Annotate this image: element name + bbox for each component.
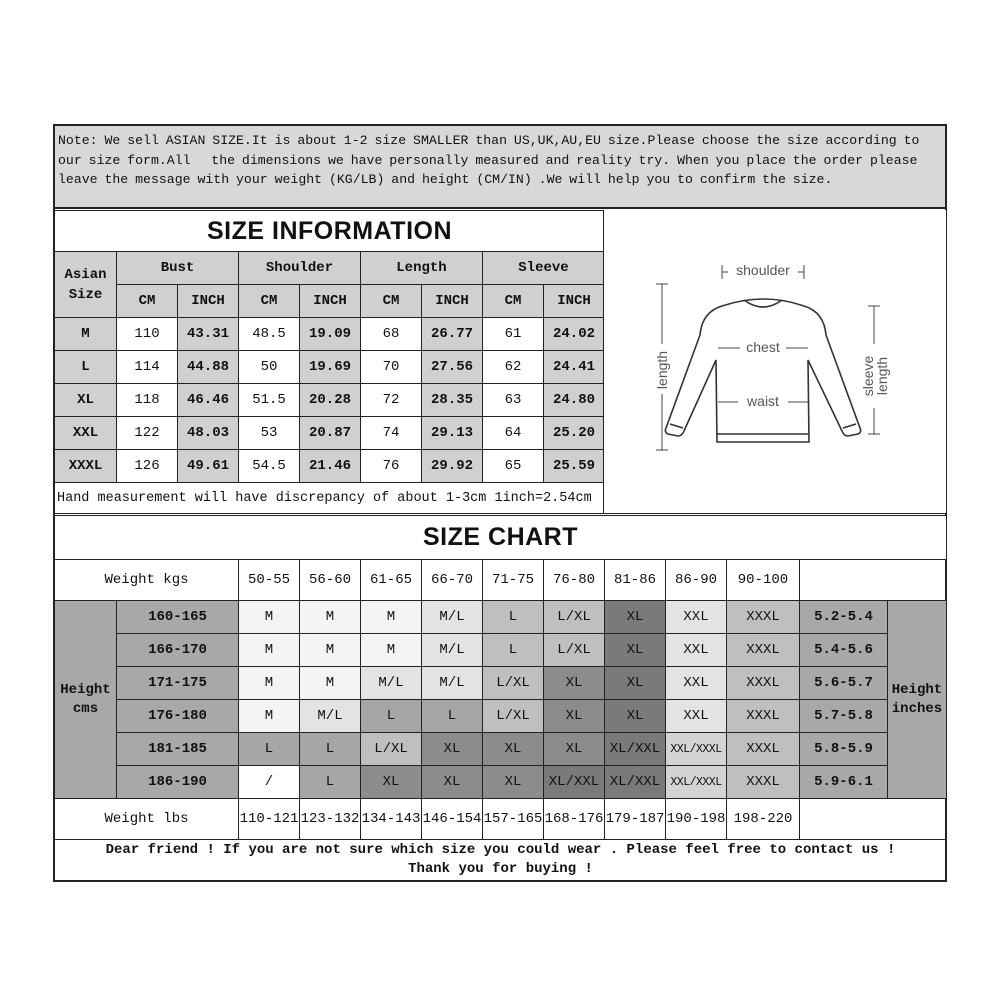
size-cell: M/L [422, 667, 483, 700]
size-cell: L [483, 601, 544, 634]
size-label: XL [55, 384, 117, 417]
size-cell: M [361, 601, 422, 634]
size-information-table [54, 210, 605, 514]
unit-inch: INCH [178, 285, 239, 318]
size-cell: XL [361, 766, 422, 799]
sleeve-cm: 63 [483, 384, 544, 417]
diagram-length-label: length [654, 350, 670, 390]
sleeve-header: Sleeve [483, 252, 605, 285]
size-cell: L [483, 634, 544, 667]
size-cell: XXL [666, 700, 727, 733]
size-cell: XL [483, 766, 544, 799]
length-inch: 29.92 [422, 450, 483, 483]
size-cell: XXL/XXXL [666, 733, 727, 766]
height-inch: 5.7-5.8 [800, 700, 888, 733]
shoulder-cm: 48.5 [239, 318, 300, 351]
diagram-waist-label: waist [747, 393, 779, 409]
unit-cm: CM [483, 285, 544, 318]
bust-cm: 110 [117, 318, 178, 351]
size-cell: M [361, 634, 422, 667]
size-cell: L [300, 766, 361, 799]
weight-lbs: 146-154 [422, 799, 483, 840]
weight-kgs: 61-65 [361, 560, 422, 601]
bust-cm: 118 [117, 384, 178, 417]
bust-cm: 126 [117, 450, 178, 483]
size-cell: M/L [361, 667, 422, 700]
size-cell: XL/XXL [605, 733, 666, 766]
sleeve-inch: 25.20 [544, 417, 605, 450]
weight-kgs-label: Weight kgs [55, 560, 239, 601]
size-row [55, 450, 605, 483]
size-cell: XL [605, 601, 666, 634]
size-cell: XL [544, 700, 605, 733]
size-cell: M [239, 700, 300, 733]
height-row [55, 667, 947, 700]
size-cell: XL [605, 634, 666, 667]
size-row [55, 351, 605, 384]
sweater-diagram-icon [604, 210, 947, 514]
weight-kgs: 76-80 [544, 560, 605, 601]
height-cm: 186-190 [117, 766, 239, 799]
unit-inch: INCH [422, 285, 483, 318]
bust-header: Bust [117, 252, 239, 285]
size-cell: XL [483, 733, 544, 766]
weight-lbs: 190-198 [666, 799, 727, 840]
sleeve-inch: 24.41 [544, 351, 605, 384]
weight-lbs: 168-176 [544, 799, 605, 840]
size-cell: M [239, 601, 300, 634]
size-cell: XXL [666, 634, 727, 667]
weight-lbs: 179-187 [605, 799, 666, 840]
sleeve-inch: 24.80 [544, 384, 605, 417]
diagram-chest-label: chest [746, 339, 780, 355]
sleeve-cm: 64 [483, 417, 544, 450]
size-note: Note: We sell ASIAN SIZE.It is about 1-2 size SMALLER than US,UK,AU,EU size.Please choose the size according to our size form.All the dimensions we have personally measured and reality try. When you place the order please leave the message with your weight (KG/LB) and height (CM/IN) .We will help you to confirm the size. [55, 126, 945, 209]
size-cell: XXXL [727, 733, 800, 766]
height-inch: 5.2-5.4 [800, 601, 888, 634]
weight-lbs: 123-132 [300, 799, 361, 840]
weight-kgs: 66-70 [422, 560, 483, 601]
weight-lbs: 157-165 [483, 799, 544, 840]
height-inch: 5.6-5.7 [800, 667, 888, 700]
shoulder-cm: 53 [239, 417, 300, 450]
weight-lbs-label: Weight lbs [55, 799, 239, 840]
weight-lbs: 110-121 [239, 799, 300, 840]
size-cell: L/XL [361, 733, 422, 766]
size-cell: XL [422, 766, 483, 799]
size-label: XXL [55, 417, 117, 450]
size-cell: L/XL [483, 700, 544, 733]
unit-inch: INCH [544, 285, 605, 318]
length-cm: 70 [361, 351, 422, 384]
bust-inch: 49.61 [178, 450, 239, 483]
footer-line-1: Dear friend ! If you are not sure which size you could wear . Please feel free to contact us ! [105, 842, 896, 858]
garment-diagram [603, 210, 946, 514]
size-cell: L [361, 700, 422, 733]
sleeve-inch: 24.02 [544, 318, 605, 351]
size-cell: XL [544, 733, 605, 766]
footer-message [55, 840, 947, 881]
weight-kgs: 71-75 [483, 560, 544, 601]
weight-kgs: 86-90 [666, 560, 727, 601]
length-inch: 29.13 [422, 417, 483, 450]
length-cm: 74 [361, 417, 422, 450]
length-cm: 72 [361, 384, 422, 417]
size-cell: XL [605, 700, 666, 733]
footer-line-2: Thank you for buying ! [408, 861, 593, 877]
weight-kgs: 50-55 [239, 560, 300, 601]
size-cell: XL/XXL [605, 766, 666, 799]
bust-cm: 114 [117, 351, 178, 384]
height-row [55, 634, 947, 667]
bust-inch: 44.88 [178, 351, 239, 384]
weight-kgs: 90-100 [727, 560, 800, 601]
bust-inch: 46.46 [178, 384, 239, 417]
size-cell: L/XL [544, 634, 605, 667]
bust-inch: 43.31 [178, 318, 239, 351]
bust-cm: 122 [117, 417, 178, 450]
size-cell: L/XL [483, 667, 544, 700]
diagram-sleeve-length-label: length [874, 356, 890, 396]
height-row [55, 766, 947, 799]
size-cell: L [422, 700, 483, 733]
weight-lbs: 198-220 [727, 799, 800, 840]
size-cell: L [300, 733, 361, 766]
size-label: M [55, 318, 117, 351]
size-cell: M [300, 667, 361, 700]
size-row [55, 318, 605, 351]
weight-kgs: 56-60 [300, 560, 361, 601]
empty-cell [800, 560, 947, 601]
height-inches-label: Height inches [888, 601, 947, 799]
shoulder-inch: 20.28 [300, 384, 361, 417]
height-cm: 176-180 [117, 700, 239, 733]
size-label: L [55, 351, 117, 384]
sleeve-cm: 65 [483, 450, 544, 483]
empty-cell [800, 799, 947, 840]
size-cell: / [239, 766, 300, 799]
weight-kgs: 81-86 [605, 560, 666, 601]
length-header: Length [361, 252, 483, 285]
shoulder-cm: 54.5 [239, 450, 300, 483]
size-cell: XL [605, 667, 666, 700]
unit-inch: INCH [300, 285, 361, 318]
size-cell: XL [422, 733, 483, 766]
size-cell: L [239, 733, 300, 766]
diagram-sleeve-label: sleeve [860, 355, 876, 397]
size-cell: M/L [422, 601, 483, 634]
shoulder-cm: 51.5 [239, 384, 300, 417]
measurement-disclaimer: Hand measurement will have discrepancy of about 1-3cm 1inch=2.54cm [55, 483, 605, 514]
size-information-title: SIZE INFORMATION [55, 211, 605, 252]
size-cell: XXXL [727, 667, 800, 700]
size-cell: M [239, 667, 300, 700]
shoulder-header: Shoulder [239, 252, 361, 285]
size-cell: M [239, 634, 300, 667]
size-row [55, 384, 605, 417]
height-row [55, 601, 947, 634]
shoulder-cm: 50 [239, 351, 300, 384]
size-cell: M [300, 634, 361, 667]
size-chart-title: SIZE CHART [55, 516, 947, 560]
size-cell: M/L [300, 700, 361, 733]
diagram-shoulder-label: shoulder [736, 262, 790, 278]
height-cm: 166-170 [117, 634, 239, 667]
height-inch: 5.8-5.9 [800, 733, 888, 766]
height-row [55, 733, 947, 766]
size-cell: XXL [666, 667, 727, 700]
size-row [55, 417, 605, 450]
length-cm: 68 [361, 318, 422, 351]
unit-cm: CM [361, 285, 422, 318]
height-cms-label: Height cms [55, 601, 117, 799]
height-inch: 5.9-6.1 [800, 766, 888, 799]
size-cell: XL/XXL [544, 766, 605, 799]
shoulder-inch: 19.69 [300, 351, 361, 384]
unit-cm: CM [117, 285, 178, 318]
length-inch: 26.77 [422, 318, 483, 351]
size-cell: XL [544, 667, 605, 700]
size-cell: L/XL [544, 601, 605, 634]
size-cell: M [300, 601, 361, 634]
length-inch: 27.56 [422, 351, 483, 384]
size-cell: XXL [666, 601, 727, 634]
shoulder-inch: 19.09 [300, 318, 361, 351]
shoulder-inch: 20.87 [300, 417, 361, 450]
sleeve-cm: 61 [483, 318, 544, 351]
asian-size-header: Asian Size [55, 252, 117, 318]
size-cell: XXXL [727, 634, 800, 667]
weight-lbs: 134-143 [361, 799, 422, 840]
size-label: XXXL [55, 450, 117, 483]
height-inch: 5.4-5.6 [800, 634, 888, 667]
size-cell: XXXL [727, 601, 800, 634]
sleeve-cm: 62 [483, 351, 544, 384]
length-cm: 76 [361, 450, 422, 483]
height-cm: 171-175 [117, 667, 239, 700]
size-chart-table [54, 515, 947, 881]
height-row [55, 700, 947, 733]
size-cell: XXXL [727, 766, 800, 799]
size-cell: XXL/XXXL [666, 766, 727, 799]
shoulder-inch: 21.46 [300, 450, 361, 483]
size-cell: M/L [422, 634, 483, 667]
size-cell: XXXL [727, 700, 800, 733]
height-cm: 181-185 [117, 733, 239, 766]
bust-inch: 48.03 [178, 417, 239, 450]
unit-cm: CM [239, 285, 300, 318]
length-inch: 28.35 [422, 384, 483, 417]
sleeve-inch: 25.59 [544, 450, 605, 483]
height-cm: 160-165 [117, 601, 239, 634]
